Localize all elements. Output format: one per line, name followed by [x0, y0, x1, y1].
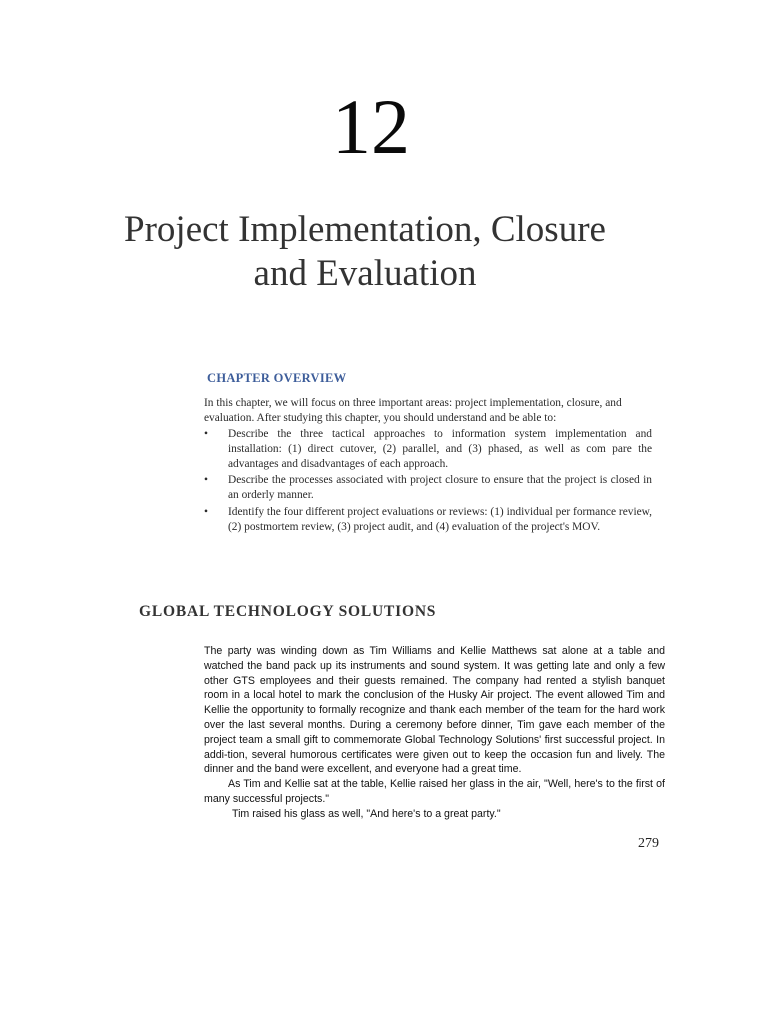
chapter-title-line-1: Project Implementation, Closure — [124, 209, 606, 250]
case-story — [204, 644, 665, 822]
chapter-number: 12 — [332, 83, 410, 170]
chapter-overview-heading: CHAPTER OVERVIEW — [207, 371, 347, 385]
bullet-icon: • — [204, 505, 208, 518]
bullet-icon: • — [204, 474, 208, 487]
chapter-title-line-2: and Evaluation — [253, 253, 477, 294]
story-paragraph: Tim raised his glass as well, "And here's to a great party." — [232, 807, 501, 820]
chapter-title — [70, 208, 660, 296]
learning-objective-item — [204, 473, 652, 503]
learning-objective-text: Identify the four different project evaluations or reviews: (1) individual per formance review, (2) postmortem review, (3) project audit, and (4) evaluation of the project's MOV. — [228, 505, 652, 533]
learning-objective-item — [204, 427, 652, 471]
page-number: 279 — [638, 836, 659, 851]
learning-objectives-list — [204, 427, 652, 537]
learning-objective-text: Describe the three tactical approaches to information system implementation and installation: (1) direct cutover, (2) parallel, and (3) phased, as well as com pare the advantages and disadvantages of each approach. — [228, 428, 652, 470]
story-paragraph: As Tim and Kellie sat at the table, Kellie raised her glass in the air, "Well, here's to the first of many successful projects." — [204, 778, 665, 805]
learning-objective-text: Describe the processes associated with project closure to ensure that the project is closed in an orderly manner. — [228, 474, 652, 502]
bullet-icon: • — [204, 428, 208, 440]
learning-objective-item — [204, 505, 652, 535]
section-heading: GLOBAL TECHNOLOGY SOLUTIONS — [139, 603, 437, 620]
story-paragraph: The party was winding down as Tim Williams and Kellie Matthews sat alone at a table and watched the band pack up its instruments and sound system. It was getting late and only a few other GTS employees and their guests remained. The company had rented a stylish banquet room in a local hotel to mark the conclusion of the Husky Air project. The event allowed Tim and Kellie the opportunity to formally recognize and thank each member of the team for the hard work over the last several months. During a ceremony before dinner, Tim gave each member of the project team a small gift to commemorate Global Technology Solutions' first successful project. In addi-tion, several humorous certificates were given out to keep the occasion fun and lively. The dinner and the band were excellent, and everyone had a great time. — [204, 645, 665, 776]
chapter-overview-intro: In this chapter, we will focus on three important areas: project implementation, closure, and evaluation. After studying this chapter, you should understand and be able to: — [204, 397, 622, 424]
